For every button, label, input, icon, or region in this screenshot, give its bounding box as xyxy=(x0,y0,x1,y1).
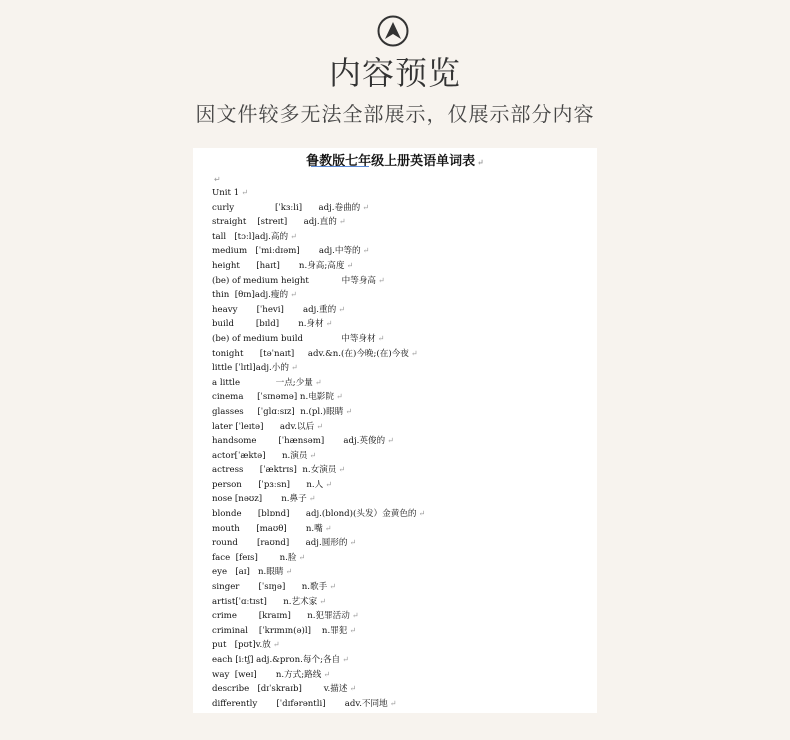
vocab-row xyxy=(212,507,592,522)
paragraph-mark: ↵ xyxy=(323,669,331,679)
vocab-text: thin [θɪn]adj.瘦的 xyxy=(212,290,289,301)
vocab-text: mouth [maʊθ] n.嘴 xyxy=(212,523,323,534)
vocabulary-list xyxy=(212,186,592,711)
vocab-row xyxy=(212,449,592,464)
vocab-text: (be) of medium height 中等身高 xyxy=(212,275,377,286)
paragraph-mark: ↵ xyxy=(325,479,332,489)
vocab-text: put [pʊt]v.放 xyxy=(212,640,271,651)
vocab-row xyxy=(212,215,592,230)
paragraph-mark: ↵ xyxy=(290,231,297,241)
vocab-text: a little 一点;少量 xyxy=(212,377,313,388)
vocab-row xyxy=(212,361,592,376)
vocab-row xyxy=(212,303,592,318)
paragraph-mark: ↵ xyxy=(338,465,346,475)
vocab-row xyxy=(212,463,592,478)
vocab-row xyxy=(212,186,592,201)
paragraph-mark: ↵ xyxy=(362,246,370,256)
vocab-row xyxy=(212,595,592,610)
vocab-row xyxy=(212,551,592,566)
paragraph-mark: ↵ xyxy=(335,392,343,402)
paragraph-mark: ↵ xyxy=(298,552,306,562)
vocab-text: crime [kraɪm] n.犯罪活动 xyxy=(212,611,350,622)
paragraph-mark: ↵ xyxy=(329,582,336,592)
vocab-row xyxy=(212,492,592,507)
vocab-text: eye [aɪ] n.眼睛 xyxy=(212,567,284,578)
vocab-row xyxy=(212,478,592,493)
vocab-row xyxy=(212,376,592,391)
vocab-text: singer [ˈsɪŋə] n.歌手 xyxy=(212,582,328,593)
vocab-text: little [ˈlɪtl]adj.小的 xyxy=(212,363,289,374)
paragraph-mark: ↵ xyxy=(346,260,354,270)
vocab-text: curly [ˈkɜːli] adj.卷曲的 xyxy=(212,202,361,213)
vocab-row xyxy=(212,668,592,683)
paragraph-mark: ↵ xyxy=(351,611,359,621)
paragraph-mark: ↵ xyxy=(349,625,357,635)
vocab-text: later [ˈleɪtə] adv.以后 xyxy=(212,421,315,432)
page-subtitle: 因文件较多无法全部展示，仅展示部分内容 xyxy=(195,102,595,126)
vocab-row xyxy=(212,434,592,449)
vocab-row xyxy=(212,565,592,580)
vocab-row xyxy=(212,288,592,303)
vocab-row xyxy=(212,682,592,697)
document-title-text: 鲁教版七年级上册英语单词表 xyxy=(306,154,476,169)
vocab-text: way [weɪ] n.方式;路线 xyxy=(212,669,322,680)
vocab-text: each [iːtʃ] adj.&pron.每个;各自 xyxy=(212,655,341,665)
vocab-row xyxy=(212,405,592,420)
paragraph-mark: ↵ xyxy=(338,304,345,314)
document-title xyxy=(193,150,597,169)
paragraph-mark: ↵ xyxy=(418,509,426,519)
vocab-text: nose [nəʊz] n.鼻子 xyxy=(212,494,307,505)
vocab-text: tonight [təˈnaɪt] adv.&n.(在)今晚;(在)今夜 xyxy=(212,348,409,359)
vocab-text: criminal [ˈkrɪmɪn(ə)l] n.罪犯 xyxy=(212,625,348,636)
paragraph-mark: ↵ xyxy=(410,348,418,358)
vocab-text: medium [ˈmiːdɪəm] adj.中等的 xyxy=(212,246,361,257)
vocab-row xyxy=(212,259,592,274)
vocab-row xyxy=(212,522,592,537)
vocab-text: Unit 1 xyxy=(212,188,240,198)
paragraph-mark: ↵ xyxy=(314,377,322,387)
vocab-row xyxy=(212,420,592,435)
vocab-text: straight [streɪt] adj.直的 xyxy=(212,217,337,228)
vocab-text: glasses [ˈglɑːsɪz] n.(pl.)眼睛 xyxy=(212,406,344,417)
vocab-text: artist[ˈɑːtɪst] n.艺术家 xyxy=(212,596,318,607)
paragraph-mark: ↵ xyxy=(308,494,316,504)
blank-paragraph xyxy=(212,175,221,184)
vocab-text: blonde [blɒnd] adj.(blond)(头发）金黄色的 xyxy=(212,509,417,520)
vocab-row xyxy=(212,390,592,405)
paragraph-mark: ↵ xyxy=(324,523,332,533)
paragraph-mark: ↵ xyxy=(272,640,280,650)
vocab-text: height [haɪt] n.身高;高度 xyxy=(212,260,345,271)
vocab-row xyxy=(212,653,592,668)
vocab-text: cinema [ˈsɪnəmə] n.电影院 xyxy=(212,392,334,403)
vocab-row xyxy=(212,244,592,259)
vocab-text: actor[ˈæktə] n.演员 xyxy=(212,450,308,461)
paragraph-mark: ↵ xyxy=(285,567,293,577)
paragraph-mark: ↵ xyxy=(378,275,385,285)
vocab-text: tall [tɔːl]adj.高的 xyxy=(212,231,289,242)
paragraph-mark: ↵ xyxy=(319,596,326,606)
paragraph-mark: ↵ xyxy=(345,406,353,416)
vocab-row xyxy=(212,638,592,653)
paragraph-mark: ↵ xyxy=(241,188,248,197)
vocab-row xyxy=(212,332,592,347)
paragraph-mark: ↵ xyxy=(309,450,317,460)
paragraph-mark: ↵ xyxy=(338,217,346,227)
vocab-text: actress [ˈæktrɪs] n.女演员 xyxy=(212,465,337,476)
vocab-text: (be) of medium build 中等身材 xyxy=(212,333,376,344)
vocab-row xyxy=(212,274,592,289)
paragraph-mark: ↵ xyxy=(290,363,298,373)
paragraph-mark: ↵ xyxy=(325,319,333,329)
vocab-row xyxy=(212,201,592,216)
page-title: 内容预览 xyxy=(328,54,461,92)
vocab-text: heavy [ˈhevi] adj.重的 xyxy=(212,304,337,315)
paragraph-mark: ↵ xyxy=(316,421,323,431)
vocab-row xyxy=(212,347,592,362)
paragraph-mark: ↵ xyxy=(377,333,385,343)
vocab-row xyxy=(212,697,592,712)
vocab-text: round [raʊnd] adj.圆形的 xyxy=(212,538,348,549)
vocab-text: handsome [ˈhænsəm] adj.英俊的 xyxy=(212,436,386,447)
paragraph-mark: ↵ xyxy=(349,684,357,694)
vocab-text: face [feɪs] n.脸 xyxy=(212,552,297,563)
vocab-row xyxy=(212,230,592,245)
vocab-row xyxy=(212,580,592,595)
paragraph-mark: ↵ xyxy=(362,202,369,212)
vocab-row xyxy=(212,609,592,624)
paragraph-mark: ↵ xyxy=(342,655,349,664)
paragraph-mark: ↵ xyxy=(387,436,394,446)
paragraph-mark: ↵ xyxy=(477,157,484,167)
paragraph-mark: ↵ xyxy=(214,175,221,184)
vocab-row xyxy=(212,624,592,639)
vocab-text: differently [ˈdɪfərəntli] adv.不同地 xyxy=(212,698,388,709)
vocab-text: build [bɪld] n.身材 xyxy=(212,319,324,330)
chevron-up-circle-icon xyxy=(377,15,409,47)
vocab-text: describe [dɪˈskraɪb] v.描述 xyxy=(212,684,348,695)
vocab-text: person [ˈpɜːsn] n.人 xyxy=(212,479,324,490)
paragraph-mark: ↵ xyxy=(349,538,357,548)
paragraph-mark: ↵ xyxy=(290,290,297,300)
spellcheck-underline xyxy=(311,166,369,167)
vocab-row xyxy=(212,317,592,332)
vocab-row xyxy=(212,536,592,551)
document-preview xyxy=(193,148,597,713)
paragraph-mark: ↵ xyxy=(389,698,397,708)
